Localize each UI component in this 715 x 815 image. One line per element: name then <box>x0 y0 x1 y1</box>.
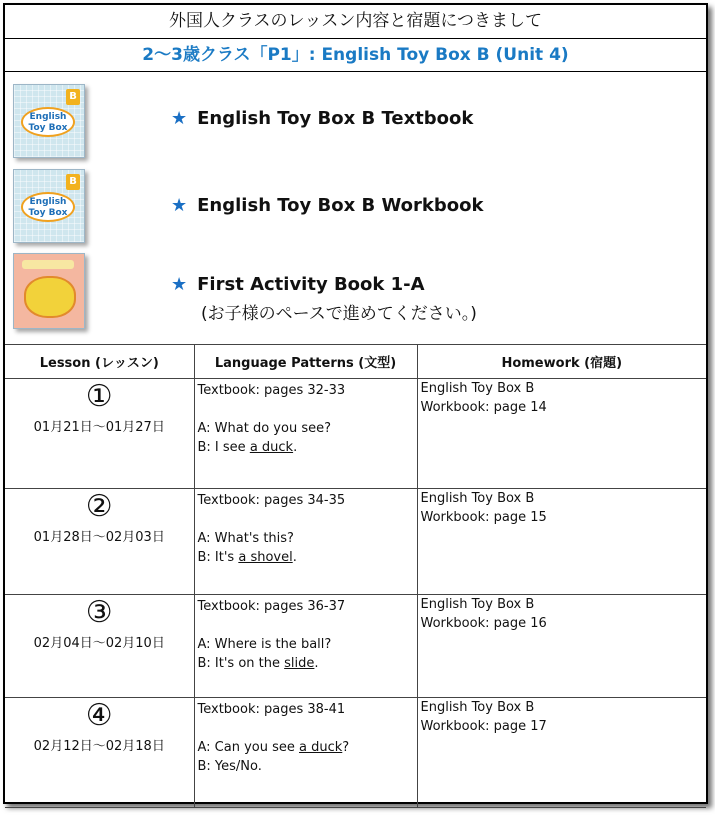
lesson-dates: 02月04日〜02月10日 <box>33 636 165 651</box>
handout-frame <box>3 3 708 804</box>
underlined-word: a duck <box>249 440 294 455</box>
lesson-number: ④ <box>85 698 113 733</box>
text: A: Where is the ball? <box>197 637 332 652</box>
pattern-line-b <box>198 757 417 776</box>
pattern-line-a <box>198 419 417 438</box>
pattern-line-a <box>198 738 417 757</box>
lesson-cell <box>5 595 194 698</box>
lesson-cell <box>5 379 194 489</box>
homework-book: English Toy Box B <box>420 491 535 506</box>
text: ? <box>342 740 350 755</box>
material-item-textbook <box>171 108 473 129</box>
pattern-cell <box>194 489 417 595</box>
pattern-cell <box>194 379 417 489</box>
lesson-dates: 02月12日〜02月18日 <box>33 739 165 754</box>
lesson-table <box>5 344 706 808</box>
column-header-patterns: Language Patterns (文型) <box>194 345 417 379</box>
material-title: First Activity Book 1-A <box>197 274 425 295</box>
textbook-pages: Textbook: pages 32-33 <box>197 383 346 398</box>
column-header-homework: Homework (宿題) <box>417 345 706 379</box>
textbook-cover-image <box>13 84 85 158</box>
pattern-line-a <box>198 635 417 654</box>
lesson-cell <box>5 489 194 595</box>
homework-page: Workbook: page 16 <box>420 616 547 631</box>
underlined-word: slide <box>284 656 315 671</box>
workbook-cover-image <box>13 169 85 243</box>
pattern-line-a <box>198 529 417 548</box>
material-item-workbook <box>171 195 484 216</box>
table-row <box>5 379 706 489</box>
pattern-line-b <box>198 654 417 673</box>
star-icon: ★ <box>171 274 188 295</box>
homework-cell <box>417 698 706 808</box>
cover-banner <box>22 260 74 269</box>
text: B: It's on the <box>197 656 285 671</box>
material-title: English Toy Box B Textbook <box>197 108 474 129</box>
textbook-pages: Textbook: pages 34-35 <box>197 493 346 508</box>
underlined-word: a shovel <box>238 550 293 565</box>
class-subtitle: 2〜3歳クラス「P1」: English Toy Box B (Unit 4) <box>5 39 706 72</box>
text: B: I see <box>197 440 250 455</box>
homework-page: Workbook: page 17 <box>420 719 547 734</box>
cover-illustration <box>24 276 76 318</box>
material-note: (お子様のペースで進めてください。) <box>201 304 477 324</box>
homework-book: English Toy Box B <box>420 381 535 396</box>
lesson-dates: 01月21日〜01月27日 <box>33 420 165 435</box>
text: . <box>292 550 297 565</box>
homework-page: Workbook: page 14 <box>420 400 547 415</box>
cover-logo: English Toy Box <box>21 107 75 137</box>
material-item-activity-book <box>171 274 477 324</box>
table-row <box>5 698 706 808</box>
underlined-word: a duck <box>299 740 343 755</box>
pattern-line-b <box>198 438 417 457</box>
star-icon: ★ <box>171 108 188 129</box>
homework-cell <box>417 489 706 595</box>
lesson-dates: 01月28日〜02月03日 <box>33 530 165 545</box>
table-row <box>5 489 706 595</box>
pattern-line-b <box>198 548 417 567</box>
textbook-pages: Textbook: pages 36-37 <box>197 599 346 614</box>
lesson-number: ② <box>85 489 113 524</box>
text: . <box>293 440 298 455</box>
text: A: What do you see? <box>197 421 331 436</box>
text: A: Can you see <box>197 740 300 755</box>
materials-section <box>5 72 706 342</box>
homework-cell <box>417 595 706 698</box>
table-header-row <box>5 345 706 379</box>
lesson-number: ① <box>85 379 113 414</box>
homework-page: Workbook: page 15 <box>420 510 547 525</box>
text: B: Yes/No. <box>197 759 262 774</box>
pattern-cell <box>194 698 417 808</box>
cover-badge: B <box>66 174 80 190</box>
text: A: What's this? <box>197 531 294 546</box>
star-icon: ★ <box>171 195 188 216</box>
cover-badge: B <box>66 89 80 105</box>
text: B: It's <box>197 550 239 565</box>
column-header-lesson: Lesson (レッスン) <box>5 345 194 379</box>
pattern-cell <box>194 595 417 698</box>
homework-book: English Toy Box B <box>420 597 535 612</box>
table-row <box>5 595 706 698</box>
homework-book: English Toy Box B <box>420 700 535 715</box>
lesson-cell <box>5 698 194 808</box>
cover-logo: English Toy Box <box>21 192 75 222</box>
activity-book-cover-image <box>13 253 85 329</box>
text: . <box>314 656 319 671</box>
textbook-pages: Textbook: pages 38-41 <box>197 702 346 717</box>
page-title: 外国人クラスのレッスン内容と宿題につきまして <box>5 5 706 39</box>
lesson-number: ③ <box>85 595 113 630</box>
homework-cell <box>417 379 706 489</box>
material-title: English Toy Box B Workbook <box>197 195 484 216</box>
